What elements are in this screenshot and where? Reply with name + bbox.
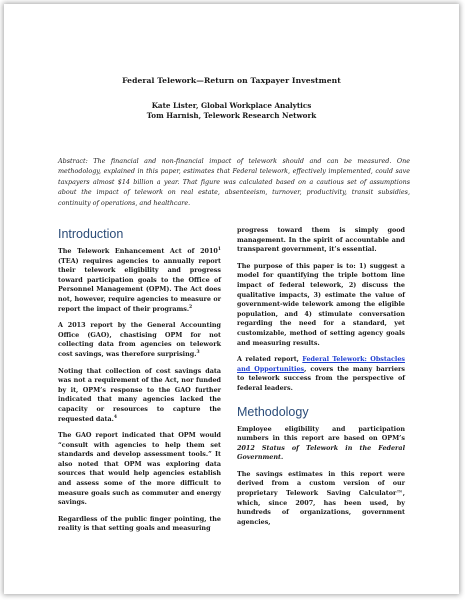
method-p1-text-b: .	[280, 453, 284, 462]
intro-p1-text-b: (TEA) requires agencies to annually report their telework eligibility and progress toward participation goals to the Office of Personnel Management (OPM). The Act does not, however, require agencies to measure or report the impact of their programs.	[58, 256, 221, 313]
abstract	[58, 156, 410, 208]
author-1: Kate Lister, Global Workplace Analytics	[151, 101, 312, 110]
abstract-text: The financial and non-financial impact of telework should and can be measured. One methodology, explained in this paper, estimates that Federal telework, effectively implemented, could save taxpayers almost $14 billion a year. That figure was calculated based on a cautious set of assumptions about the impact of telework on real estate, absenteeism, turnover, productivity, transit subsidies, continuity of operations, and healthcare.	[58, 157, 410, 207]
report-title-italic: 2012 Status of Telework in the Federal Government	[237, 443, 405, 462]
method-paragraph-2: The savings estimates in this report were derived from a custom version of our proprietary Telework Saving Calculator™, which, since 2007, has been used, by hundreds of organizations, government agencies,	[237, 469, 405, 526]
right-p3-text-b: , covers the many barriers to telework success from the perspective of federal leaders.	[237, 364, 405, 392]
intro-paragraph-2	[58, 321, 221, 359]
footnote-ref: 4	[113, 414, 117, 420]
document-page	[4, 4, 459, 594]
method-paragraph-1	[237, 425, 405, 463]
left-column	[58, 226, 221, 541]
author-2: Tom Harnish, Telework Research Network	[146, 111, 317, 120]
footnote-ref: 2	[189, 304, 193, 310]
intro-p1-text-a: The Telework Enhancement Act of 2010	[58, 247, 218, 255]
intro-p2-text: A 2013 report by the General Accounting Office (GAO), chastising OPM for not collecting data from agencies on telework cost savings, was therefore surprising.	[58, 321, 221, 358]
paper-title: Federal Telework—Return on Taxpayer Investment	[122, 76, 341, 85]
methodology-heading: Methodology	[237, 404, 309, 419]
introduction-heading: Introduction	[58, 227, 124, 241]
footnote-ref: 1	[217, 246, 221, 252]
right-paragraph-2: The purpose of this paper is to: 1) suggest a model for quantifying the triple bottom line impact of federal telework, 2) discuss the qualitative impacts, 3) estimate the value of government-wide telework among the eligible population, and 4) stimulate conversation regarding the need for a standard, yet customizable, method of setting agency goals and measuring results.	[237, 261, 405, 347]
abstract-label: Abstract:	[58, 157, 88, 165]
intro-paragraph-5: Regardless of the public finger pointing, the reality is that setting goals and measuring	[58, 514, 221, 533]
related-report-link[interactable]: Federal Telework: Obstacles and Opportunities	[237, 355, 405, 373]
right-column	[237, 226, 405, 534]
right-p3-text-a: A related report,	[237, 355, 303, 364]
intro-paragraph-4: The GAO report indicated that OPM would “consult with agencies to help them set standards and develop assessment tools.” It also noted that OPM was exploring data sources that would help agencies establish and assess some of the more difficult to measure goals such as commuter and energy savings.	[58, 431, 221, 507]
right-paragraph-1: progress toward them is simply good management. In the spirit of accountable and transparent government, it’s essential.	[237, 226, 405, 254]
right-paragraph-3	[237, 355, 405, 393]
intro-paragraph-1	[58, 247, 221, 314]
intro-paragraph-3	[58, 367, 221, 425]
author-list	[4, 101, 459, 121]
footnote-ref: 3	[196, 349, 200, 355]
intro-p3-text: Noting that collection of cost savings data was not a requirement of the Act, nor funded by it, OPM’s response to the GAO further indicated that many agencies lacked the capacity or resources to capture the requested data.	[58, 366, 221, 423]
method-p1-text-a: Employee eligibility and participation numbers in this report are based on OPM’s	[237, 424, 405, 443]
